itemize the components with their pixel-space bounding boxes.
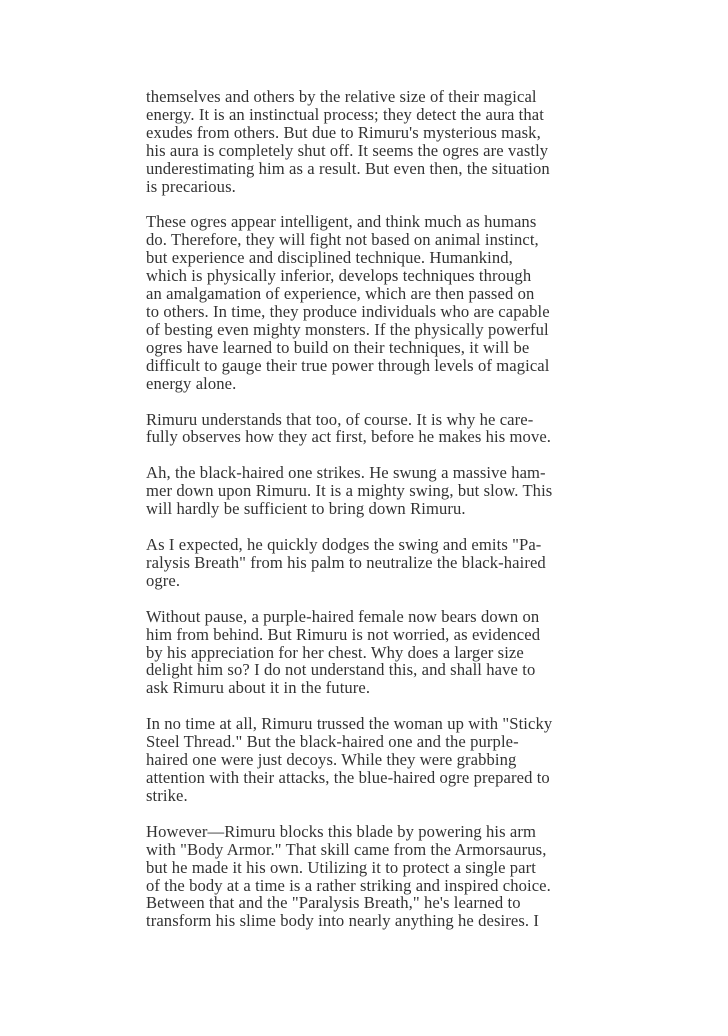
text-line: transform his slime body into nearly anything he desires. I xyxy=(146,911,540,931)
text-line: difficult to gauge their true power through levels of magical xyxy=(146,355,550,375)
text-line: of the body at a time is a rather striking and inspired choice. xyxy=(146,875,551,895)
text-line: ralysis Breath" from his palm to neutralize the black-haired xyxy=(146,552,546,572)
text-line: themselves and others by the relative size of their magical xyxy=(146,87,537,106)
text-line: an amalgamation of experience, which are then passed on xyxy=(146,284,535,304)
paragraph xyxy=(146,88,586,195)
text-line: underestimating him as a result. But even then, the situation xyxy=(146,158,550,178)
text-line: ask Rimuru about it in the future. xyxy=(146,678,371,698)
paragraph xyxy=(146,823,586,930)
text-line: As I expected, he quickly dodges the swing and emits "Pa- xyxy=(146,535,542,555)
text-line: ogres have learned to build on their techniques, it will be xyxy=(146,337,530,357)
text-line: energy. It is an instinctual process; they detect the aura that xyxy=(146,104,544,124)
text-line: delight him so? I do not understand this, and shall have to xyxy=(146,660,536,680)
text-line: These ogres appear intelligent, and think much as humans xyxy=(146,212,537,232)
text-line: by his appreciation for her chest. Why does a larger size xyxy=(146,642,524,662)
text-line: his aura is completely shut off. It seems the ogres are vastly xyxy=(146,140,549,160)
text-line: with "Body Armor." That skill came from the Armorsaurus, xyxy=(146,839,547,859)
text-line: will hardly be sufficient to bring down Rimuru. xyxy=(146,499,466,519)
text-line: attention with their attacks, the blue-haired ogre prepared to xyxy=(146,768,550,787)
text-line: but he made it his own. Utilizing it to protect a single part xyxy=(146,857,536,877)
text-line: haired one were just decoys. While they were grabbing xyxy=(146,750,517,770)
text-line: In no time at all, Rimuru trussed the woman up with "Sticky xyxy=(146,714,553,734)
paragraph xyxy=(146,608,586,698)
text-line: him from behind. But Rimuru is not worried, as evidenced xyxy=(146,624,541,644)
text-line: but experience and disciplined technique. Humankind, xyxy=(146,248,513,268)
paragraph xyxy=(146,464,586,518)
text-line: to others. In time, they produce individuals who are capable xyxy=(146,301,550,321)
text-line: is precarious. xyxy=(146,176,236,196)
text-line: Rimuru understands that too, of course. It is why he care- xyxy=(146,409,534,429)
text-line: However—Rimuru blocks this blade by powering his arm xyxy=(146,821,537,841)
text-line: Without pause, a purple-haired female now bears down on xyxy=(146,606,540,626)
text-line: mer down upon Rimuru. It is a mighty swing, but slow. This xyxy=(146,481,553,501)
text-column xyxy=(146,88,586,930)
text-line: do. Therefore, they will fight not based on animal instinct, xyxy=(146,230,539,250)
text-line: ogre. xyxy=(146,570,181,590)
text-line: Ah, the black-haired one strikes. He swung a massive ham- xyxy=(146,463,546,483)
paragraph xyxy=(146,536,586,590)
text-line: of besting even mighty monsters. If the physically powerful xyxy=(146,319,549,339)
text-line: Between that and the "Paralysis Breath," he's learned to xyxy=(146,893,521,913)
text-line: exudes from others. But due to Rimuru's mysterious mask, xyxy=(146,122,541,142)
text-line: fully observes how they act first, before he makes his move. xyxy=(146,427,552,447)
paragraph xyxy=(146,213,586,392)
paragraph xyxy=(146,715,586,805)
text-line: energy alone. xyxy=(146,373,237,393)
text-line: which is physically inferior, develops techniques through xyxy=(146,266,532,286)
text-line: strike. xyxy=(146,785,188,805)
text-line: Steel Thread." But the black-haired one and the purple- xyxy=(146,732,519,752)
paragraph xyxy=(146,411,586,447)
